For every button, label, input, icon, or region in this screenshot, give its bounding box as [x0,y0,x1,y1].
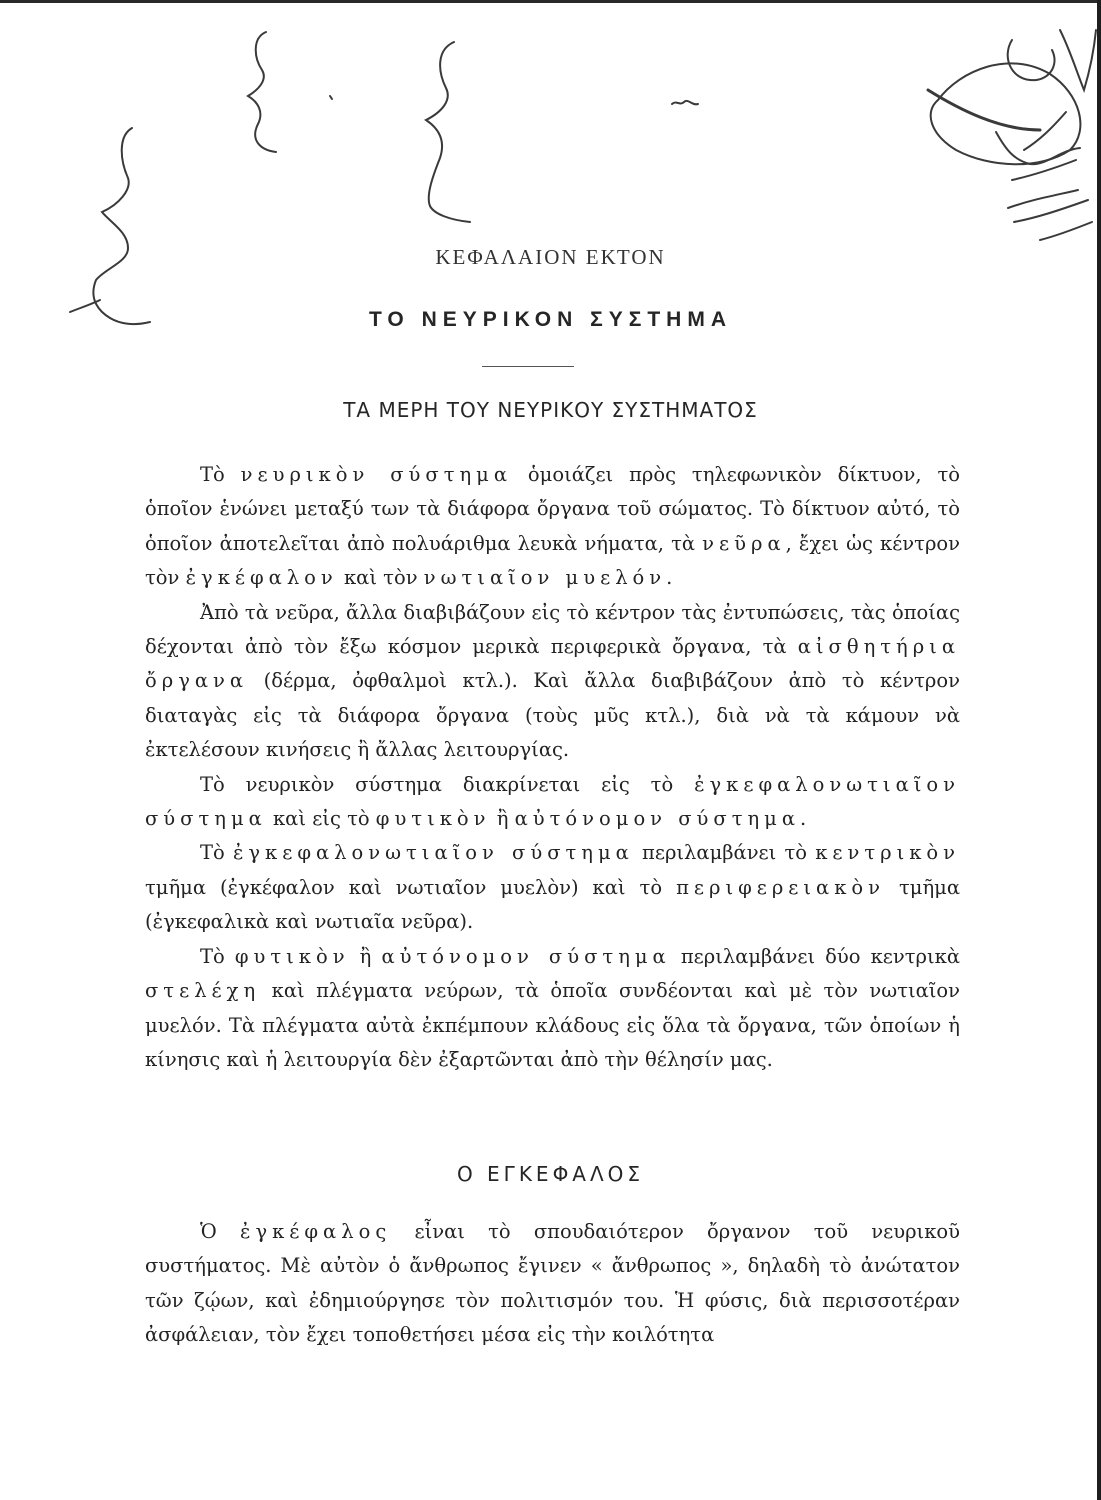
spaced-term: ἐγκεφαλονωτιαῖον σύστημα [232,841,634,865]
text-run: . [666,566,673,590]
margin-scribble-left [93,128,150,324]
corner-scribble-stroke-2 [1008,40,1055,80]
text-run: ἢ [490,807,515,831]
margin-brace-1 [248,32,276,152]
text-run: καὶ πλέγματα νεύρων, τὰ ὁποῖα συνδέονται καὶ μὲ τὸν νωτιαῖον μυελόν. Τὰ πλέγματα αὐτὰ ἐκπέμπουν κλάδους εἰς ὅλα τὰ ὄργανα, τῶν ὁποίων ἡ κίνησις καὶ ἡ λειτουργία δὲν ἐξαρτῶνται ἀπὸ τὴν θέλησίν μας. [145,979,960,1071]
corner-scribble-stroke-7 [1014,200,1088,222]
corner-scribble-stroke-6 [1008,190,1078,208]
text-run: Ὁ [200,1220,240,1243]
paragraph [145,596,960,768]
paragraph [145,458,960,596]
text-run: περιλαμβάνει δύο κεντρικὰ [670,944,960,968]
spaced-term: νωτιαῖον μυελόν [423,566,667,590]
spaced-term: αὐτόνομον σύστημα [381,944,671,968]
paragraph [145,1215,960,1353]
spaced-term: στελέχη [145,979,261,1003]
text-run: , ἔχει ὡς κέντρον τὸν [145,531,961,590]
text-run: περιλαμβάνει τὸ [633,841,816,865]
page-right-edge [1097,0,1101,1500]
text-run: Τὸ [200,841,233,865]
text-run: εἶναι τὸ σπουδαιότερον ὄργανον τοῦ νευρικοῦ συστήματος. Μὲ αὐτὸν ὁ ἄνθρωπος ἔγινεν « ἄνθρωπος », δηλαδὴ τὸ ἀνώτατον τῶν ζῴων, καὶ ἐδημιούργησε τὸν πολιτισμόν του. Ἡ φύσις, διὰ περισσοτέραν ἀσφάλειαν, τὸν ἔχει τοποθετήσει μέσα εἰς τὴν κοιλότητα [145,1220,960,1347]
text-run: καὶ τὸν [337,566,424,590]
corner-scribble-stroke-5 [1012,160,1076,180]
spaced-term: κεντρικὸν [815,841,961,865]
title-divider [482,366,574,367]
corner-scribble-stroke-4 [996,132,1080,164]
chapter-label: ΚΕΦΑΛΑΙΟΝ ΕΚΤΟΝ [435,245,666,269]
spaced-term: νευρικὸν σύστημα [240,463,513,486]
paragraph [145,940,960,1078]
spaced-term: νεῦρα [702,531,786,555]
margin-brace-2 [426,42,470,222]
small-pencil-dot [330,96,332,99]
spaced-term: φυτικὸν [375,807,491,831]
spaced-term: αἰσθητήρια ὄργανα [145,635,960,693]
chapter-title: ΤΟ ΝΕΥΡΙΚΟΝ ΣΥΣΤΗΜΑ [368,308,733,331]
text-run: ἢ [349,944,382,968]
spaced-term: ἐγκέφαλον [185,566,338,590]
section-body [145,458,960,1077]
text-run: ὁμοιάζει πρὸς τηλεφωνικὸν δίκτυον, τὸ ὁποῖον ἑνώνει μεταξύ των τὰ διάφορα ὄργανα τοῦ σώματος. Τὸ δίκτυον αὐτό, τὸ ὁποῖον ἀποτελεῖται ἀπὸ πολυάριθμα λευκὰ νήματα, τὰ [145,463,960,555]
spaced-term: φυτικὸν [234,944,350,968]
paragraph [145,768,960,837]
section-heading: ΤΑ ΜΕΡΗ ΤΟΥ ΝΕΥΡΙΚΟΥ ΣΥΣΤΗΜΑΤΟΣ [343,398,758,422]
spaced-term: αὐτόνομον σύστημα [514,807,801,831]
spaced-term: ἐγκεφαλονωτιαῖον σύστημα [145,772,960,831]
section-body [145,1215,960,1353]
text-run: Τὸ [200,463,241,486]
text-run: (δέρμα, ὀφθαλμοὶ κτλ.). Καὶ ἄλλα διαβιβάζουν ἀπὸ τὸ κέντρον διαταγὰς εἰς τὰ διάφορα ὄργανα (τοὺς μῦς κτλ.), διὰ νὰ τὰ κάμουν νὰ ἐκτελέσουν κινήσεις ἢ ἄλλας λειτουργίας. [145,669,960,762]
text-run: Ἀπὸ τὰ νεῦρα, ἄλλα διαβιβάζουν εἰς τὸ κέντρον τὰς ἐντυπώσεις, τὰς ὁποίας δέχονται ἀπὸ τὸν ἔξω κόσμον μερικὰ περιφερικὰ ὄργανα, τὰ [145,600,960,659]
section-heading: Ο ΕΓΚΕΦΑΛΟΣ [456,1162,645,1186]
text-run: Τὸ νευρικὸν σύστημα διακρίνεται εἰς τὸ [200,772,695,796]
small-pencil-mark [672,101,698,104]
corner-scribble-stroke-1 [928,90,1040,130]
paragraph [145,836,960,939]
text-run: τμῆμα (ἐγκεφαλικὰ καὶ νωτιαῖα νεῦρα). [145,875,960,934]
corner-scribble-stroke-8 [1040,222,1092,240]
spaced-term: περιφερειακὸν [676,875,886,899]
corner-scribble-stroke-3 [1060,30,1096,90]
text-run: καὶ εἰς τὸ [266,807,376,831]
corner-scribble-stroke-9 [1024,112,1066,150]
spaced-term: ἐγκέφαλος [239,1220,392,1243]
text-run: Τὸ [200,944,235,968]
text-run: . [800,807,807,831]
page-top-edge [0,0,1101,3]
corner-scribble-circle [931,63,1081,164]
text-run: τμῆμα (ἐγκέφαλον καὶ νωτιαῖον μυελὸν) καὶ τὸ [145,875,677,899]
